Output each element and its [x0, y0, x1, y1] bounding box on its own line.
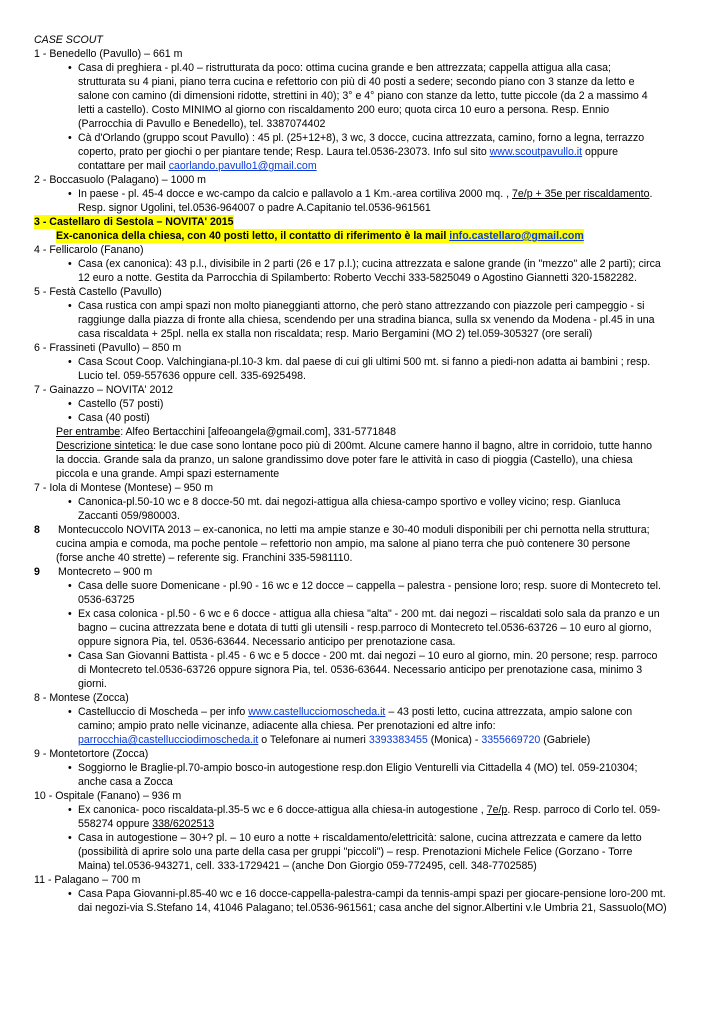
bullet-item: [34, 411, 690, 425]
line-text: raggiunge dalla piazza di fronte alla chiesa, scendendo per una stradina bianca, sulla sx venendo da Modena - pl.45 in una: [78, 314, 655, 326]
bullet-text: Ex canonica- poco riscaldata-pl.35-5 wc e 6 docce-attigua alla chiesa-in autogestione ,: [78, 804, 487, 816]
line-text: contattare per mail: [78, 160, 169, 172]
continuation-line: [34, 733, 690, 747]
line-text: Zaccanti 059/980003.: [78, 510, 180, 522]
section-number: 8 -: [34, 692, 47, 704]
line-text: 0536-63725: [78, 594, 135, 606]
bullet-icon: •: [68, 580, 72, 592]
bullet-item: [34, 803, 690, 817]
section-heading: [34, 481, 690, 495]
bullet-icon: •: [68, 608, 72, 620]
section-heading: [34, 383, 690, 397]
continuation-line: [34, 593, 690, 607]
section-heading: [34, 747, 690, 761]
continuation-line: [34, 75, 690, 89]
section-number: 1 -: [34, 48, 47, 60]
bullet-text: Casa (ex canonica): 43 p.l., divisibile in 2 parti (26 e 17 p.l.); cucina attrezzata e salone grande (in "mezzo" alle 2 parti); circa: [78, 258, 661, 270]
underlined-label: Descrizione sintetica: [56, 440, 154, 452]
indented-line: [34, 537, 690, 551]
line-text: letti a castello). Costo MINIMO al giorno con riscaldamento 200 euro; quota circa 10 euro a persona. Resp. Ennio: [78, 104, 610, 116]
line-text: (Parrocchia di Pavullo e Benedello), tel. 3387074402: [78, 118, 326, 130]
bullet-icon: •: [68, 300, 72, 312]
bullet-item: [34, 187, 690, 201]
phone-link[interactable]: 3355669720: [481, 734, 541, 746]
line-text: dai negozi-via S.Stefano 14, 41046 Palagano; tel.0536-961561; casa anche del signor.Albertini v.le Umbria 21, Sassuolo(MO): [78, 902, 667, 914]
continuation-line: [34, 621, 690, 635]
indented-line: [34, 467, 690, 481]
section-title: Frassineti (Pavullo) – 850 m: [49, 342, 182, 354]
line-text: o Telefonare ai numeri: [258, 734, 369, 746]
line-text: piccola e una grande. Ampi spazi esternamente: [56, 468, 280, 480]
continuation-line: [34, 775, 690, 789]
bullet-item: [34, 131, 690, 145]
section-number: 11 -: [34, 874, 52, 886]
section-heading: [34, 173, 690, 187]
line-text: coperto, prato per giochi o per piantare tende; Resp. Laura tel.0536-23073. Info sul sito: [78, 146, 490, 158]
line-text: (Gabriele): [540, 734, 591, 746]
bullet-text: Castello (57 posti): [78, 398, 164, 410]
line-text: oppure: [582, 146, 619, 158]
bullet-icon: •: [68, 888, 72, 900]
line-text: . Resp. parroco di Corlo tel. 059-: [507, 804, 661, 816]
bullet-item: [34, 649, 690, 663]
bullet-text: Casa Papa Giovanni-pl.85-40 wc e 16 docce-cappella-palestra-campi da tennis-ampi spazi per giocare-pensione loro-200 mt.: [78, 888, 666, 900]
line-text: bagno – cucina attrezzata bene e dotata di tutti gli utensili - resp.parroco di Montecreto tel.0536-63726 – 10 euro al giorno,: [78, 622, 652, 634]
bullet-text: Ex casa colonica - pl.50 - 6 wc e 6 docce - attigua alla chiesa "alta" - 200 mt. dai negozi – riscaldati solo sala da pranzo e un: [78, 608, 660, 620]
bullet-text: Casa Scout Coop. Valchingiana-pl.10-3 km. dal paese di cui gli ultimi 500 mt. si fanno a piedi-non adatta ai bambini ; resp.: [78, 356, 651, 368]
bullet-text: Canonica-pl.50-10 wc e 8 docce-50 mt. dai negozi-attigua alla chiesa-campo sportivo e volley vicino; resp. Gianluca: [78, 496, 621, 508]
bullet-icon: •: [68, 762, 72, 774]
bullet-item: [34, 61, 690, 75]
section-heading: [34, 243, 690, 257]
document-body: [34, 33, 690, 915]
continuation-line: [34, 635, 690, 649]
bullet-item: [34, 299, 690, 313]
continuation-line: [34, 201, 690, 215]
bullet-text: Cà d'Orlando (gruppo scout Pavullo) : 45 pl. (25+12+8), 3 wc, 3 docce, cucina attrezzata, camino, forno a legna, terrazzo: [78, 132, 645, 144]
section-number: 10 -: [34, 790, 53, 802]
continuation-line: [34, 509, 690, 523]
underlined-label: Per entrambe: [56, 426, 121, 438]
bullet-item: [34, 705, 690, 719]
line-text: 558274 oppure: [78, 818, 153, 830]
bullet-item: [34, 761, 690, 775]
line-text: giorni.: [78, 678, 107, 690]
section-number: 2 -: [34, 174, 47, 186]
section-heading: [34, 565, 690, 579]
section-number: 9 -: [34, 748, 47, 760]
bullet-text: Soggiorno le Braglie-pl.70-ampio bosco-in autogestione resp.don Eligio Venturelli via Cittadella 4 (MO) tel. 059-210304;: [78, 762, 638, 774]
line-text: .: [649, 188, 653, 200]
section-title: Gainazzo – NOVITA' 2012: [49, 384, 174, 396]
line-text: (forse anche 40 strette) – referente sig. Franchini 335-5981110.: [56, 552, 353, 564]
section-title: Montecreto – 900 m: [58, 566, 153, 578]
bullet-text: Casa rustica con ampi spazi non molto pianeggianti attorno, che però stano attrezzando con piazzole peri campeggio - si: [78, 300, 645, 312]
indented-line: [34, 439, 690, 453]
line-text: casa riscaldata + 25pl. nella ex stalla non riscaldata; resp. Mario Bergamini (MO 2) tel.059-305327 (ore serali): [78, 328, 593, 340]
line-text: (possibilità di aprire solo una parte della casa per gruppi "piccoli") – resp. Prenotazioni Michele Felice (Gorzano - Torre: [78, 846, 633, 858]
bullet-text: Casa San Giovanni Battista - pl.45 - 6 wc e 5 docce - 200 mt. dai negozi – 10 euro al giorno, min. 20 persone; resp. parroco: [78, 650, 658, 662]
line-text: di Montecreto tel.0536-63726 oppure signora Pia, tel. 0536-63644. Necessario anticipo per prenotazione casa, minimo 3: [78, 664, 643, 676]
continuation-line: [34, 859, 690, 873]
section-heading: [34, 873, 690, 887]
link[interactable]: www.castellucciomoscheda.it: [248, 706, 386, 718]
line-text: la doccia. Grande sala da pranzo, un salone grandissimo dove poter fare le attività in caso di pioggia (Castello), una chiesa: [56, 454, 633, 466]
line-text: strutturata su 4 piani, piano terra cucina e refettorio con più di 40 posti a sedere; secondo piano con 3 stanze da letto e: [78, 76, 635, 88]
line-text: Resp. signor Ugolini, tel.0536-964007 o padre A.Capitanio tel.0536-961561: [78, 202, 431, 214]
bullet-item: [34, 831, 690, 845]
bullet-icon: •: [68, 398, 72, 410]
link[interactable]: www.scoutpavullo.it: [489, 146, 583, 158]
bullet-icon: •: [68, 258, 72, 270]
section-title: Benedello (Pavullo) – 661 m: [49, 48, 183, 60]
continuation-line: [34, 313, 690, 327]
line-text: anche casa a Zocca: [78, 776, 173, 788]
section-title: Palagano – 700 m: [54, 874, 141, 886]
underlined-text: 7e/p + 35e per riscaldamento: [511, 188, 650, 200]
section-number: 8: [34, 524, 40, 536]
bullet-item: [34, 257, 690, 271]
line-text: – 43 posti letto, cucina attrezzata, ampio salone con: [385, 706, 633, 718]
section-heading: [34, 285, 690, 299]
continuation-line: [34, 89, 690, 103]
continuation-line: [34, 145, 690, 159]
section-number: 6 -: [34, 342, 47, 354]
bullet-icon: •: [68, 356, 72, 368]
line-text: salone con camino (di dimensioni ridotte, strettini in 40); 3° e 4° piano con stanze da letto, tutte piccole (da 2 a massimo 4: [78, 90, 648, 102]
line-text: : le due case sono lontane poco più di 200mt. Alcune camere hanno il bagno, altre in corridoio, tutte hanno: [153, 440, 652, 452]
bullet-item: [34, 495, 690, 509]
continuation-line: [34, 663, 690, 677]
bullet-text: Castelluccio di Moscheda – per info: [78, 706, 249, 718]
section-number: 4 -: [34, 244, 47, 256]
bullet-item: [34, 607, 690, 621]
section-heading: [34, 523, 690, 537]
section-title: 3 - Castellaro di Sestola – NOVITA' 2015: [34, 216, 234, 228]
bullet-icon: •: [68, 706, 72, 718]
continuation-line: [34, 369, 690, 383]
section-number: 5 -: [34, 286, 47, 298]
indented-line: [34, 453, 690, 467]
bullet-item: [34, 887, 690, 901]
highlight: [56, 229, 584, 243]
line-text: Lucio tel. 059-557636 oppure cell. 335-6925498.: [78, 370, 306, 382]
line-text: (Monica) -: [427, 734, 482, 746]
underlined-text: 338/6202513: [152, 818, 215, 830]
bullet-icon: •: [68, 132, 72, 144]
highlighted-line: [34, 229, 690, 243]
section-number: 7 -: [34, 384, 47, 396]
section-number: 9: [34, 566, 40, 578]
bullet-item: [34, 579, 690, 593]
section-title: Montecuccolo NOVITA 2013 – ex-canonica, no letti ma ampie stanze e 30-40 moduli disponibili per chi pernotta nella struttura;: [58, 524, 650, 536]
section-heading: [34, 789, 690, 803]
bullet-item: [34, 397, 690, 411]
bullet-icon: •: [68, 496, 72, 508]
continuation-line: [34, 271, 690, 285]
link[interactable]: caorlando.pavullo1@gmail.com: [168, 160, 317, 172]
section-title: Fellicarolo (Fanano): [49, 244, 144, 256]
document-title: CASE SCOUT: [34, 34, 103, 46]
section-number: 7 -: [34, 482, 47, 494]
line-text: camino; ampio prato nelle vicinanze, adiacente alla chiesa. Per prenotazioni ed altre info:: [78, 720, 496, 732]
line-text: cucina ampia e comoda, ma poche pentole – refettorio non ampio, ma salone al piano terra che può contenere 30 persone: [56, 538, 631, 550]
continuation-line: [34, 327, 690, 341]
line-text: 12 euro a notte. Gestita da Parrocchia di Spilamberto: Roberto Vecchi 333-5825049 o Agostino Giannetti 320-1582282.: [78, 272, 637, 284]
bullet-icon: •: [68, 62, 72, 74]
line-text: Maina) tel.0536-943271, cell. 333-1729421 – (anche Don Giorgio 059-772495, cell. 348-7702585): [78, 860, 537, 872]
section-title: Festà Castello (Pavullo): [49, 286, 162, 298]
bullet-text: Casa delle suore Domenicane - pl.90 - 16 wc e 12 docce – cappella – palestra - pensione loro; resp. suore di Montecreto tel.: [78, 580, 661, 592]
line-text: Ex-canonica della chiesa, con 40 posti letto, il contatto di riferimento è la mail: [56, 230, 450, 242]
bullet-text: Casa (40 posti): [78, 412, 150, 424]
bullet-text: In paese - pl. 45-4 docce e wc-campo da calcio e pallavolo a 1 Km.-area cortiliva 2000 mq. ,: [78, 188, 512, 200]
line-text: oppure signora Pia, tel. 0536-63644. Necessario anticipo per prenotazione casa.: [78, 636, 456, 648]
phone-link[interactable]: 3393383455: [368, 734, 428, 746]
section-title: Montese (Zocca): [49, 692, 129, 704]
line-text: : Alfeo Bertacchini [alfeoangela@gmail.com], 331-5771848: [120, 426, 396, 438]
section-title: Ospitale (Fanano) – 936 m: [55, 790, 182, 802]
bullet-icon: •: [68, 832, 72, 844]
bullet-icon: •: [68, 804, 72, 816]
continuation-line: [34, 677, 690, 691]
section-title: Iola di Montese (Montese) – 950 m: [49, 482, 214, 494]
bullet-icon: •: [68, 188, 72, 200]
continuation-line: [34, 103, 690, 117]
bullet-item: [34, 355, 690, 369]
section-heading: [34, 47, 690, 61]
indented-line: [34, 425, 690, 439]
continuation-line: [34, 117, 690, 131]
section-heading: [34, 691, 690, 705]
bullet-text: Casa in autogestione – 30+? pl. – 10 euro a notte + riscaldamento/elettricità: salone, cucina attrezzata e camere da letto: [78, 832, 642, 844]
section-title: Montetortore (Zocca): [49, 748, 149, 760]
continuation-line: [34, 719, 690, 733]
continuation-line: [34, 845, 690, 859]
link[interactable]: info.castellaro@gmail.com: [449, 230, 584, 242]
bullet-icon: •: [68, 650, 72, 662]
continuation-line: [34, 159, 690, 173]
bullet-icon: •: [68, 412, 72, 424]
indented-line: [34, 551, 690, 565]
continuation-line: [34, 901, 690, 915]
continuation-line: [34, 817, 690, 831]
underlined-text: 7e/p: [486, 804, 508, 816]
section-title: Boccasuolo (Palagano) – 1000 m: [49, 174, 206, 186]
bullet-text: Casa di preghiera - pl.40 – ristrutturata da poco: ottima cucina grande e ben attrezzata; cappella attigua alla casa;: [78, 62, 611, 74]
highlighted-section-heading: [34, 215, 690, 229]
section-heading: [34, 341, 690, 355]
link[interactable]: parrocchia@castellucciodimoscheda.it: [78, 734, 259, 746]
